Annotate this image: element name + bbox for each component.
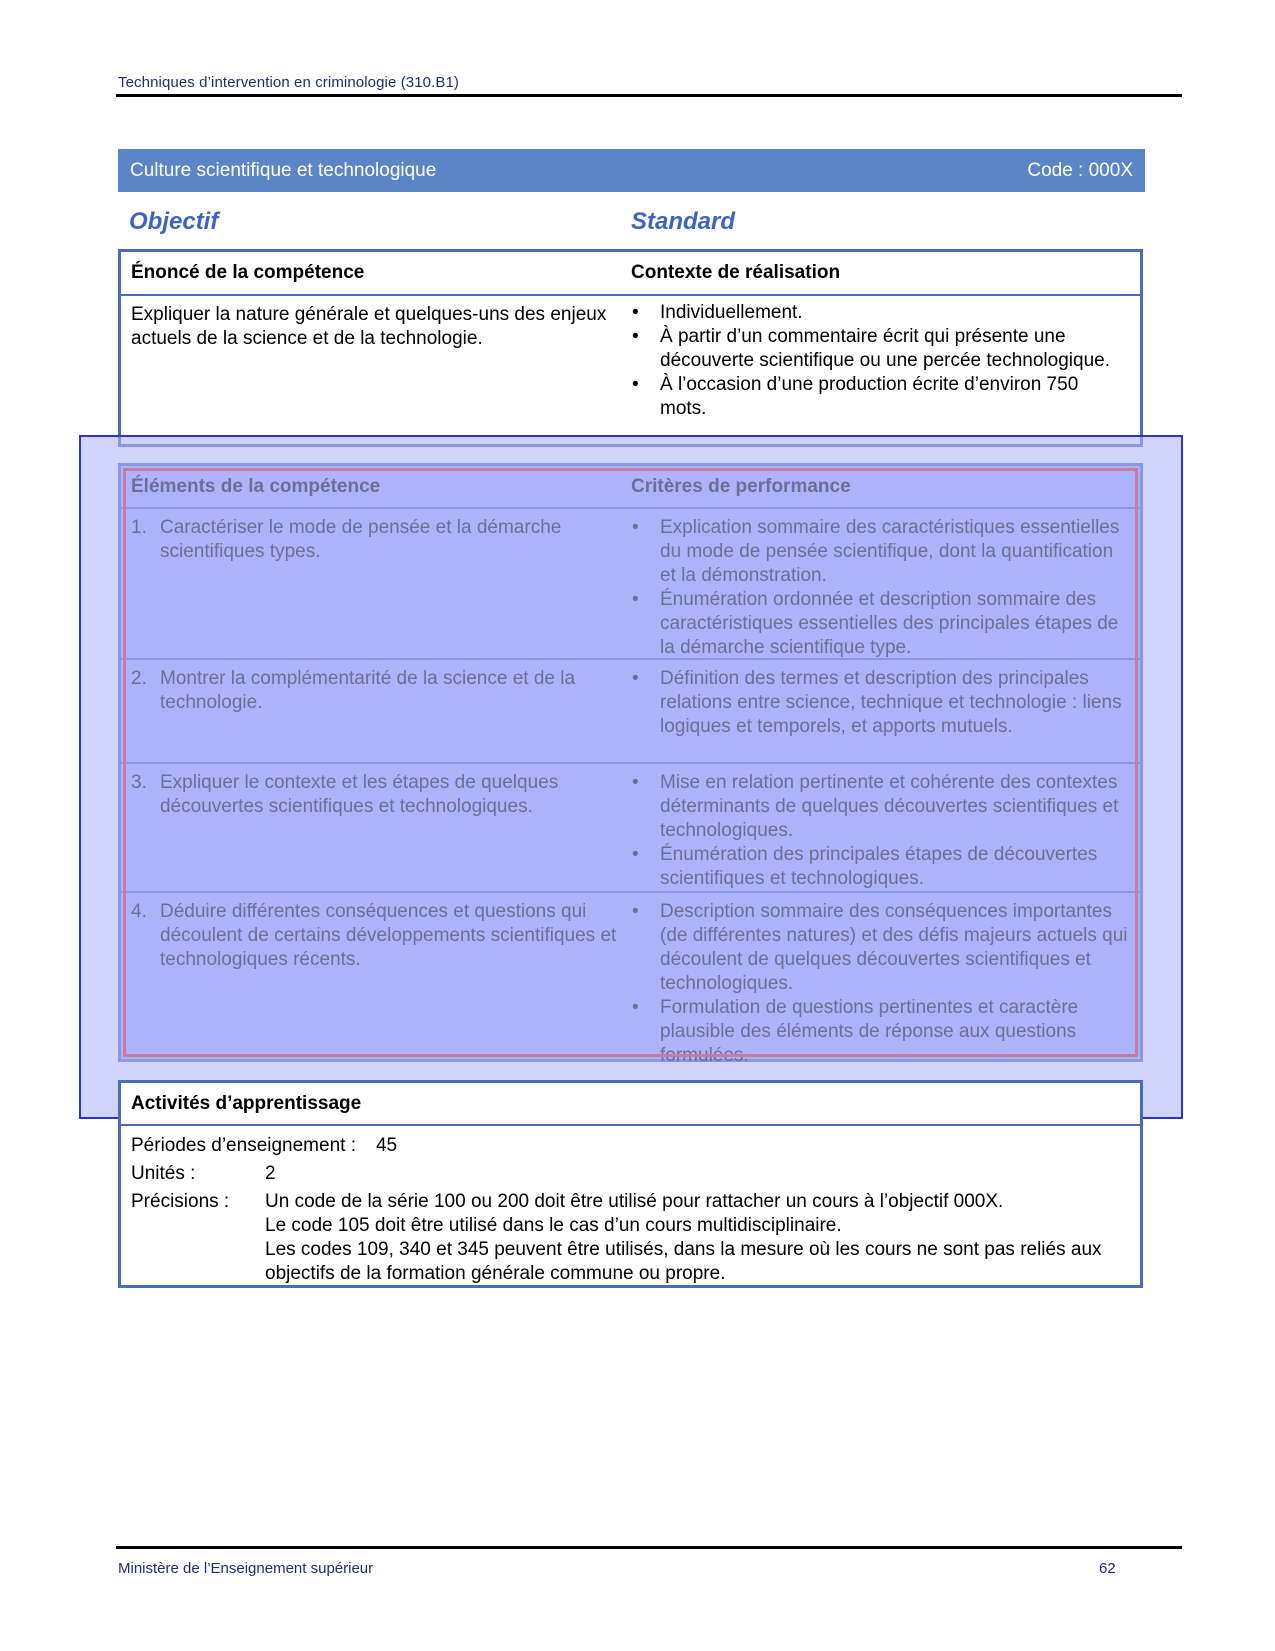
precision-line: Les codes 109, 340 et 345 peuvent être utilisés, dans la mesure où les cours ne sont pas reliés aux objectifs de la formation générale commune ou propre. (265, 1239, 1102, 1284)
activites-header (121, 1083, 1140, 1126)
bullet-icon: • (632, 326, 639, 347)
objective-code: Code : 000X (1027, 159, 1133, 181)
precisions-row (131, 1190, 1130, 1286)
page-header: Techniques d’intervention en criminologie (310.B1) (118, 74, 460, 91)
column-headings (129, 208, 1129, 242)
bullet-icon: • (632, 302, 639, 323)
enonce-heading: Énoncé de la compétence (131, 262, 365, 283)
precisions-label: Précisions : (131, 1191, 230, 1212)
contexte-item: • À partir d’un commentaire écrit qui présente une découverte scientifique ou une percée technologique. (632, 326, 1110, 371)
enonce-text: Expliquer la nature générale et quelques-uns des enjeux actuels de la science et de la technologie. (131, 304, 607, 349)
contexte-heading: Contexte de réalisation (631, 262, 841, 283)
page-number: 62 (1099, 1560, 1116, 1577)
footer-rule (116, 1546, 1182, 1549)
footer-text: Ministère de l’Enseignement supérieur (118, 1560, 374, 1577)
contexte-item: • À l’occasion d’une production écrite d’environ 750 mots. (632, 374, 1079, 419)
contexte-item: • Individuellement. (632, 302, 803, 323)
objectif-heading: Objectif (129, 208, 219, 235)
periodes-label: Périodes d’enseignement : (131, 1135, 356, 1156)
periodes-value: 45 (375, 1135, 398, 1156)
contexte-list (631, 301, 1128, 421)
precisions-text (265, 1190, 1130, 1286)
header-rule (116, 94, 1182, 97)
competence-row (121, 296, 1140, 421)
standard-heading: Standard (631, 208, 736, 235)
selection-overlay (79, 435, 1183, 1119)
competence-header (121, 252, 1140, 296)
periodes-row (131, 1134, 1130, 1158)
unites-label: Unités : (131, 1163, 196, 1184)
activites-heading: Activités d’apprentissage (131, 1092, 362, 1114)
unites-row (131, 1162, 1130, 1186)
objective-title: Culture scientifique et technologique (130, 159, 437, 181)
unites-value: 2 (265, 1163, 276, 1184)
objective-title-bar (118, 149, 1145, 192)
bullet-icon: • (632, 374, 639, 395)
competence-box (118, 249, 1143, 447)
precision-line: Le code 105 doit être utilisé dans le cas d’un cours multidisciplinaire. (265, 1215, 842, 1236)
precision-line: Un code de la série 100 ou 200 doit être utilisé pour rattacher un cours à l’objectif 000X. (265, 1191, 1004, 1212)
activites-box (118, 1080, 1143, 1288)
